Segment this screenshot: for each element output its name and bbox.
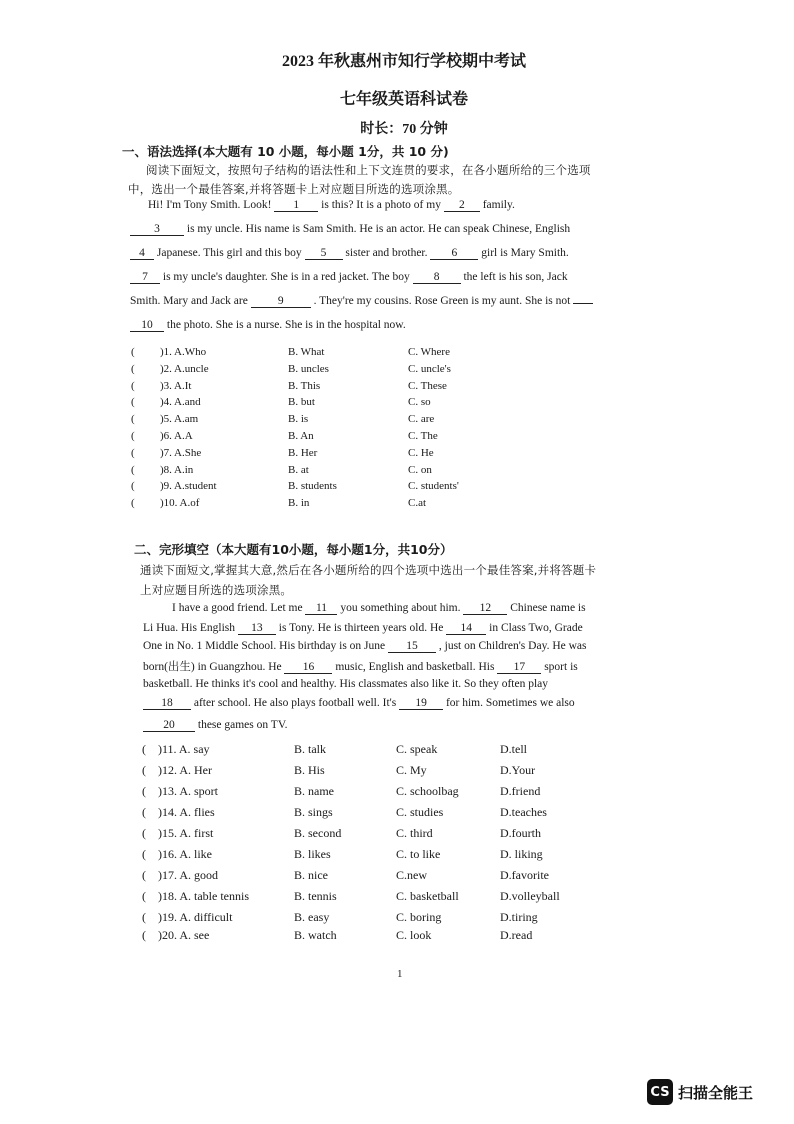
option-c: C. are xyxy=(408,413,435,425)
passage1-line: Hi! I'm Tony Smith. Look! 1 is this? It is a photo of my 2 family. xyxy=(148,199,515,211)
passage2-line: 18 after school. He also plays football well. It's 19 for him. Sometimes we also xyxy=(143,697,575,710)
passage2-line: born(出生) in Guangzhou. He 16 music, English and basketball. His 17 sport is xyxy=(143,661,578,673)
blank-8[interactable]: 8 xyxy=(413,271,461,284)
passage2-line: 20 these games on TV. xyxy=(143,719,288,732)
camscanner-logo-icon: CS xyxy=(647,1079,673,1105)
option-c: C. uncle's xyxy=(408,363,451,375)
blank-1[interactable]: 1 xyxy=(274,199,318,212)
option-c: C. My xyxy=(396,763,427,777)
blank-5[interactable]: 5 xyxy=(305,247,343,260)
option-d: D.read xyxy=(500,928,533,942)
answer-paren[interactable]: ( xyxy=(131,413,135,425)
option-b: B. name xyxy=(294,784,334,798)
option-a: )19. A. difficult xyxy=(158,910,233,924)
option-c: C. third xyxy=(396,826,433,840)
option-a: )10. A.of xyxy=(160,497,200,509)
option-a: )16. A. like xyxy=(158,847,212,861)
option-c: C. Where xyxy=(408,346,450,358)
blank-11[interactable]: 11 xyxy=(305,602,337,615)
blank-15[interactable]: 15 xyxy=(388,640,436,653)
option-a: )15. A. first xyxy=(158,826,214,840)
blank-4[interactable]: 4 xyxy=(130,247,154,260)
option-a: )4. A.and xyxy=(160,396,201,408)
option-c: C. He xyxy=(408,447,434,459)
blank-19[interactable]: 19 xyxy=(399,697,443,710)
passage1-line: 10 the photo. She is a nurse. She is in the hospital now. xyxy=(130,319,406,332)
option-c: C. look xyxy=(396,928,432,942)
option-c: C. boring xyxy=(396,910,442,924)
option-c: C. on xyxy=(408,464,432,476)
section1-instruction-line2: 中，选出一个最佳答案,并将答题卡上对应题目所选的选项涂黑。 xyxy=(128,182,460,196)
answer-paren[interactable]: ( xyxy=(142,826,146,840)
passage2-line: Li Hua. His English 13 is Tony. He is thirteen years old. He 14 in Class Two, Grade xyxy=(143,622,583,634)
blank-10[interactable]: 10 xyxy=(130,319,164,332)
option-c: C.new xyxy=(396,868,427,882)
passage2-line: I have a good friend. Let me 11 you something about him. 12 Chinese name is xyxy=(172,602,586,614)
blank-14[interactable]: 14 xyxy=(446,622,486,635)
answer-paren[interactable]: ( xyxy=(142,805,146,819)
option-d: D.tiring xyxy=(500,910,538,924)
option-a: )17. A. good xyxy=(158,868,218,882)
answer-paren[interactable]: ( xyxy=(142,889,146,903)
option-a: )9. A.student xyxy=(160,480,217,492)
blank-16[interactable]: 16 xyxy=(284,661,332,674)
option-b: B. This xyxy=(288,380,321,392)
section2-heading: 二、完形填空（本大题有10小题，每小题1分，共10分） xyxy=(134,542,453,557)
option-c: C. basketball xyxy=(396,889,459,903)
option-c: C. so xyxy=(408,396,431,408)
blank-6[interactable]: 6 xyxy=(430,247,478,260)
blank-13[interactable]: 13 xyxy=(238,622,276,635)
option-b: B. likes xyxy=(294,847,331,861)
answer-paren[interactable]: ( xyxy=(131,380,135,392)
exam-subtitle: 七年级英语科试卷 xyxy=(339,91,468,108)
option-c: C. speak xyxy=(396,742,438,756)
option-b: B. in xyxy=(288,497,310,509)
blank-7[interactable]: 7 xyxy=(130,271,160,284)
camscanner-logo-text: 扫描全能王 xyxy=(678,1083,754,1102)
blank-12[interactable]: 12 xyxy=(463,602,507,615)
option-b: B. at xyxy=(288,464,309,476)
option-b: B. His xyxy=(294,763,325,777)
option-b: B. talk xyxy=(294,742,326,756)
option-a: )5. A.am xyxy=(160,413,199,425)
answer-paren[interactable]: ( xyxy=(142,784,146,798)
option-d: D.favorite xyxy=(500,868,549,882)
option-b: B. students xyxy=(288,480,337,492)
option-a: )2. A.uncle xyxy=(160,363,209,375)
option-c: C.at xyxy=(408,497,427,509)
option-d: D.tell xyxy=(500,742,527,756)
option-a: )7. A.She xyxy=(160,447,202,459)
passage1-line: Smith. Mary and Jack are 9 . They're my cousins. Rose Green is my aunt. She is not xyxy=(130,295,593,308)
answer-paren[interactable]: ( xyxy=(131,430,135,442)
option-b: B. nice xyxy=(294,868,328,882)
option-d: D.Your xyxy=(500,763,536,777)
blank-10-line[interactable] xyxy=(573,303,593,304)
option-a: )11. A. say xyxy=(158,742,210,756)
section1-instruction-line1: 阅读下面短文，按照句子结构的语法性和上下文连贯的要求，在各小题所给的三个选项 xyxy=(146,163,591,177)
page-number: 1 xyxy=(397,968,403,980)
answer-paren[interactable]: ( xyxy=(131,346,135,358)
option-d: D.fourth xyxy=(500,826,541,840)
option-b: B. What xyxy=(288,346,325,358)
option-a: )13. A. sport xyxy=(158,784,218,798)
scanner-watermark xyxy=(647,1079,753,1105)
answer-paren[interactable]: ( xyxy=(131,447,135,459)
option-a: )1. A.Who xyxy=(160,346,207,358)
option-d: D.teaches xyxy=(500,805,547,819)
option-d: D. liking xyxy=(500,847,543,861)
answer-paren[interactable]: ( xyxy=(142,928,146,942)
option-a: )20. A. see xyxy=(158,928,210,942)
blank-2[interactable]: 2 xyxy=(444,199,480,212)
option-c: C. The xyxy=(408,430,438,442)
option-b: B. uncles xyxy=(288,363,329,375)
blank-18[interactable]: 18 xyxy=(143,697,191,710)
option-b: B. is xyxy=(288,413,309,425)
section1-heading: 一、语法选择(本大题有 10 小题，每小题 1分，共 10 分) xyxy=(122,144,449,159)
passage1-line: 4 Japanese. This girl and this boy 5 sister and brother. 6 girl is Mary Smith. xyxy=(130,247,569,260)
exam-title: 2023 年秋惠州市知行学校期中考试 xyxy=(281,53,526,70)
option-a: )3. A.It xyxy=(160,380,192,392)
option-b: B. easy xyxy=(294,910,330,924)
option-d: D.volleyball xyxy=(500,889,560,903)
option-b: B. An xyxy=(288,430,314,442)
blank-20[interactable]: 20 xyxy=(143,719,195,732)
option-c: C. to like xyxy=(396,847,441,861)
option-a: )12. A. Her xyxy=(158,763,212,777)
option-c: C. students' xyxy=(408,480,459,492)
exam-duration: 时长：70 分钟 xyxy=(360,122,448,137)
passage2-line: basketball. He thinks it's cool and healthy. His classmates also like it. So they often play xyxy=(143,678,549,690)
passage1-line: 7 is my uncle's daughter. She is in a red jacket. The boy 8 the left is his son, Jack xyxy=(130,271,568,284)
option-b: B. but xyxy=(288,396,315,408)
option-c: C. These xyxy=(408,380,447,392)
blank-17[interactable]: 17 xyxy=(497,661,541,674)
option-a: )14. A. flies xyxy=(158,805,215,819)
answer-paren[interactable]: ( xyxy=(131,497,135,509)
option-b: B. tennis xyxy=(294,889,337,903)
option-a: )6. A.A xyxy=(160,430,193,442)
answer-paren[interactable]: ( xyxy=(131,363,135,375)
option-c: C. schoolbag xyxy=(396,784,459,798)
option-b: B. sings xyxy=(294,805,333,819)
passage2-line: One in No. 1 Middle School. His birthday is on June 15 , just on Children's Day. He was xyxy=(143,640,587,652)
option-a: )8. A.in xyxy=(160,464,194,476)
section2-instruction-line2: 上对应题目所选的选项涂黑。 xyxy=(140,583,293,597)
option-b: B. Her xyxy=(288,447,318,459)
blank-3[interactable]: 3 xyxy=(130,223,184,236)
passage1-line: 3 is my uncle. His name is Sam Smith. He is an actor. He can speak Chinese, English xyxy=(130,223,570,236)
answer-paren[interactable]: ( xyxy=(142,847,146,861)
answer-paren[interactable]: ( xyxy=(131,396,135,408)
answer-paren[interactable]: ( xyxy=(131,464,135,476)
option-a: )18. A. table tennis xyxy=(158,889,249,903)
answer-paren[interactable]: ( xyxy=(142,910,146,924)
option-b: B. second xyxy=(294,826,342,840)
option-c: C. studies xyxy=(396,805,444,819)
answer-paren[interactable]: ( xyxy=(142,868,146,882)
option-d: D.friend xyxy=(500,784,541,798)
answer-paren[interactable]: ( xyxy=(142,742,146,756)
answer-paren[interactable]: ( xyxy=(131,480,135,492)
answer-paren[interactable]: ( xyxy=(142,763,146,777)
blank-9[interactable]: 9 xyxy=(251,295,311,308)
section2-instruction-line1: 通读下面短文,掌握其大意,然后在各小题所给的四个选项中选出一个最佳答案,并将答题卡 xyxy=(140,563,597,577)
option-b: B. watch xyxy=(294,928,337,942)
